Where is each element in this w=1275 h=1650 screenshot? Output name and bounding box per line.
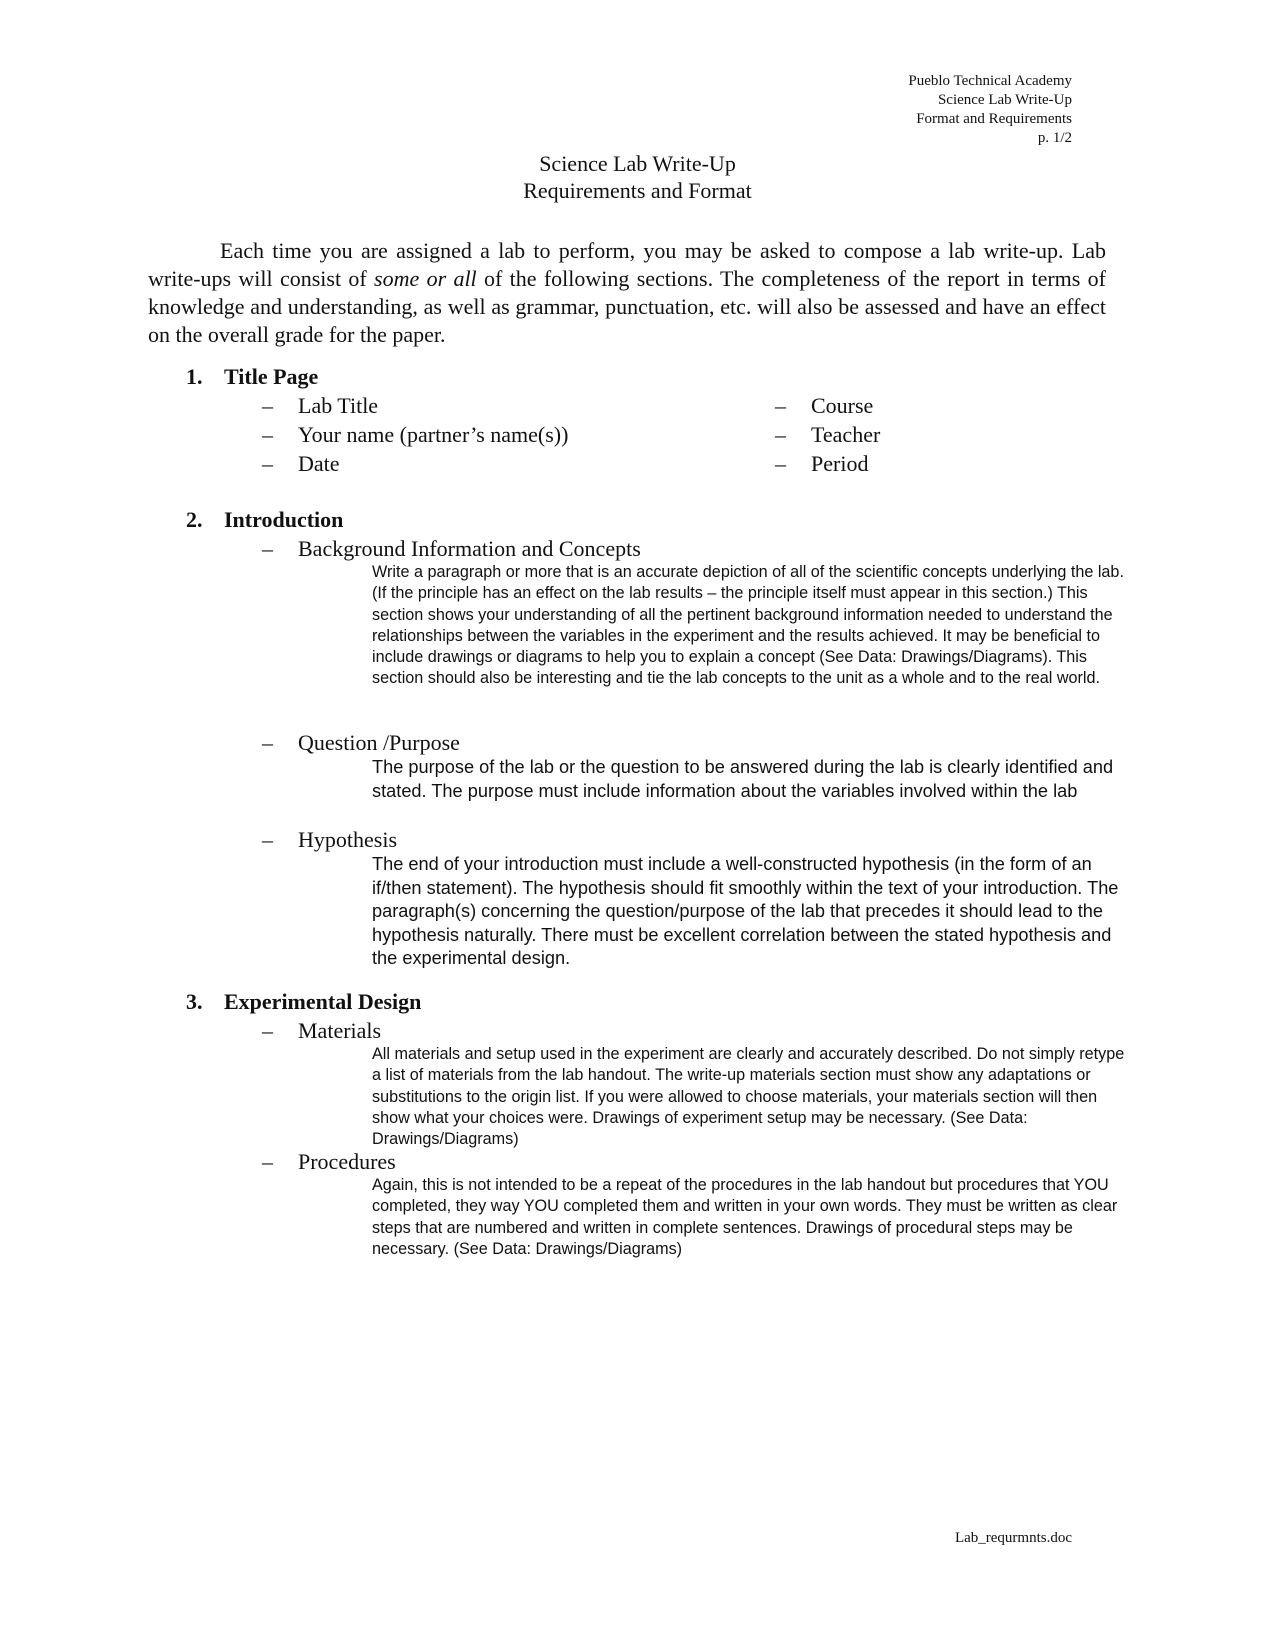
dash-bullet: – <box>262 1149 273 1174</box>
dash-bullet: – <box>262 393 273 418</box>
item-label: Materials <box>298 1018 382 1043</box>
dash-bullet: – <box>775 451 786 476</box>
section-heading-title-page <box>186 363 318 391</box>
item-label: Period <box>811 451 869 476</box>
dash-bullet: – <box>775 393 786 418</box>
intro-item-background <box>262 535 641 563</box>
page-title <box>0 150 1275 204</box>
dash-bullet: – <box>775 422 786 447</box>
dash-bullet: – <box>262 536 273 561</box>
intro-emphasis: some or all <box>374 266 477 291</box>
design-item-procedures <box>262 1148 396 1176</box>
item-label: Procedures <box>298 1149 396 1174</box>
hypothesis-description: The end of your introduction must include a well-constructed hypothesis (in the form of an if/then statement). The hypothesis should fit smoothly within the text of your introduction. The paragraph(s) concerning the question/purpose of the lab that precedes it should lead to the hypothesis naturally. There must be excellent correlation between the stated hypothesis and the experimental design. <box>372 854 1119 969</box>
procedures-description: Again, this is not intended to be a repeat of the procedures in the lab handout but procedures that YOU completed, they way YOU completed them and written in your own words. They must be written as clear steps that are numbered and written in complete sentences. Drawings of procedural steps may be necessary. (See Data: Drawings/Diagrams) <box>372 1176 1118 1258</box>
question-purpose-description: The purpose of the lab or the question to be answered during the lab is clearly identified and stated. The purpose must include information about the variables involved within the lab <box>372 757 1114 801</box>
section-heading-introduction <box>186 506 343 534</box>
section-number: 2. <box>186 507 203 532</box>
item-label: Lab Title <box>298 393 379 418</box>
dash-bullet: – <box>262 422 273 447</box>
header-doc-subtitle: Format and Requirements <box>916 111 1072 127</box>
item-label: Question /Purpose <box>298 730 460 755</box>
section-number: 3. <box>186 989 203 1014</box>
dash-bullet: – <box>262 1018 273 1043</box>
section-number: 1. <box>186 364 203 389</box>
section-heading-experimental-design <box>186 988 421 1016</box>
materials-description: All materials and setup used in the experiment are clearly and accurately described. Do not simply retype a list of materials from the lab handout. The write-up materials section must show any adaptations or substitutions to the origin list. If you were allowed to choose materials, your materials section will then show what your choices were. Drawings of experiment setup may be necessary. (See Data: Drawings/Diagrams) <box>372 1045 1125 1149</box>
header-doc-name: Science Lab Write-Up <box>937 92 1072 108</box>
title-page-item-your-name <box>262 421 568 449</box>
title-line-2: Requirements and Format <box>523 178 752 203</box>
item-label: Your name (partner’s name(s)) <box>298 422 569 447</box>
intro-item-question-purpose <box>262 729 460 757</box>
footer-filename: Lab_requrmnts.doc <box>954 1530 1072 1546</box>
title-page-item-date <box>262 450 340 478</box>
item-label: Teacher <box>811 422 881 447</box>
intro-item-hypothesis <box>262 826 397 854</box>
title-page-item-lab-title <box>262 392 378 420</box>
title-page-item-course <box>775 392 873 420</box>
dash-bullet: – <box>262 827 273 852</box>
item-label: Date <box>298 451 340 476</box>
section-title: Title Page <box>224 364 319 389</box>
title-page-item-period <box>775 450 868 478</box>
dash-bullet: – <box>262 451 273 476</box>
item-label: Course <box>811 393 874 418</box>
section-title: Experimental Design <box>224 989 422 1014</box>
item-label: Background Information and Concepts <box>298 536 641 561</box>
header-page-number: p. 1/2 <box>1037 130 1072 146</box>
design-item-materials <box>262 1017 381 1045</box>
item-label: Hypothesis <box>298 827 397 852</box>
intro-text-before: Each time you are assigned a lab to perform, you may be asked to compose a lab write-up. Lab write-ups will consist of <box>148 238 1106 291</box>
intro-text-after: of the following sections. The completeness of the report in terms of knowledge and understanding, as well as grammar, punctuation, etc. will also be assessed and have an effect on the overall grade for the paper. <box>148 266 1106 347</box>
document-header <box>908 72 1072 148</box>
background-description: Write a paragraph or more that is an accurate depiction of all of the scientific concepts underlying the lab. (If the principle has an effect on the lab results – the principle itself must appear in this section.) This section shows your understanding of all the pertinent background information needed to understand the relationships between the variables in the experiment and the results achieved. It may be beneficial to include drawings or diagrams to help you to explain a concept (See Data: Drawings/Diagrams). This section should also be interesting and tie the lab concepts to the unit as a whole and to the real world. <box>372 563 1124 688</box>
header-school: Pueblo Technical Academy <box>908 73 1072 89</box>
section-title: Introduction <box>224 507 344 532</box>
intro-paragraph <box>148 237 1106 349</box>
dash-bullet: – <box>262 730 273 755</box>
title-page-item-teacher <box>775 421 880 449</box>
title-line-1: Science Lab Write-Up <box>539 151 736 176</box>
